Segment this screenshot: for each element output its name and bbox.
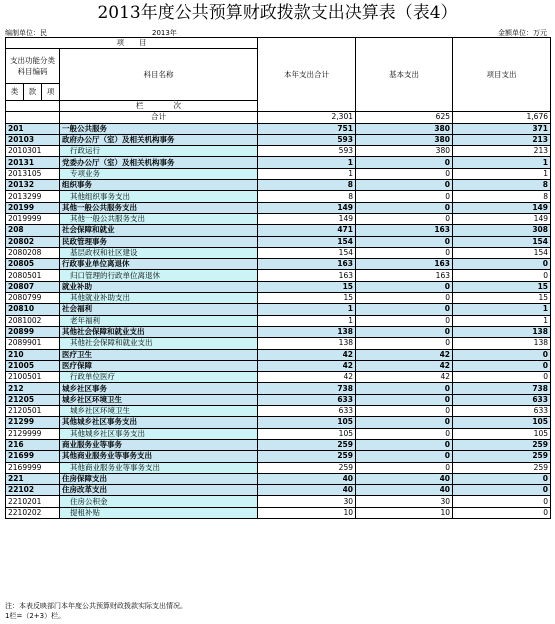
row-total: 8 [258,191,356,202]
row-project: 259 [453,439,551,450]
row-basic: 0 [356,451,453,462]
table-row [6,247,551,258]
row-subject-name: 其他商业服务业等事务支出 [60,451,258,462]
row-total: 163 [258,270,356,281]
table-row [6,326,551,337]
row-subject-name: 党委办公厅（室）及相关机构事务 [60,157,258,168]
row-total: 633 [258,406,356,417]
row-total: 105 [258,428,356,439]
row-subject-name: 其他社会保障和就业支出 [60,338,258,349]
row-code: 2089901 [6,338,60,349]
row-basic: 0 [356,202,453,213]
row-total: 633 [258,394,356,405]
row-subject-name: 城乡社区事务 [60,383,258,394]
row-code: 21299 [6,417,60,428]
table-row [6,213,551,224]
row-basic: 0 [356,439,453,450]
row-total: 751 [258,123,356,134]
row-code: 2129999 [6,428,60,439]
row-basic: 0 [356,338,453,349]
footnote [5,601,187,621]
table-row [6,202,551,213]
row-subject-name: 行政运行 [60,146,258,157]
row-project: 308 [453,225,551,236]
total-label: 合计 [60,112,258,123]
row-code: 2210202 [6,507,60,518]
row-basic: 0 [356,417,453,428]
row-code: 20802 [6,236,60,247]
row-code: 208 [6,225,60,236]
row-subject-name: 组织事务 [60,180,258,191]
row-total: 15 [258,281,356,292]
row-subject-name: 住房改革支出 [60,485,258,496]
row-total: 138 [258,326,356,337]
row-basic: 0 [356,180,453,191]
row-subject-name: 其他商业服务业等事务支出 [60,462,258,473]
row-basic: 380 [356,134,453,145]
total-value-2: 625 [356,112,453,123]
row-basic: 42 [356,372,453,383]
row-total: 30 [258,496,356,507]
table-row [6,372,551,383]
table-row [6,259,551,270]
row-total: 149 [258,213,356,224]
row-basic: 163 [356,259,453,270]
row-code: 2080799 [6,293,60,304]
header-subject-name: 科目名称 [60,49,258,101]
row-code: 2013105 [6,168,60,179]
row-subject-name: 其他就业补助支出 [60,293,258,304]
table-row [6,496,551,507]
compiling-unit-value: 民 [40,29,47,37]
row-basic: 0 [356,383,453,394]
table-row [6,428,551,439]
row-basic: 380 [356,123,453,134]
row-code: 2120501 [6,406,60,417]
row-total: 1 [258,315,356,326]
row-total: 10 [258,507,356,518]
row-subject-name: 城乡社区环境卫生 [60,394,258,405]
row-code: 20810 [6,304,60,315]
row-project: 1 [453,168,551,179]
money-unit: 金额单位：万元 [498,29,547,37]
header-func-code: 支出功能分类科目编码 [6,49,60,84]
row-subject-name: 城乡社区环境卫生 [60,406,258,417]
row-subject-name: 基层政权和社区建设 [60,247,258,258]
row-project: 738 [453,383,551,394]
row-subject-name: 住房保障支出 [60,473,258,484]
table-row [6,394,551,405]
row-code: 221 [6,473,60,484]
row-total: 593 [258,134,356,145]
row-subject-name: 专项业务 [60,168,258,179]
row-subject-name: 一般公共服务 [60,123,258,134]
row-project: 15 [453,293,551,304]
row-project: 138 [453,338,551,349]
row-project: 0 [453,473,551,484]
row-subject-name: 就业补助 [60,281,258,292]
row-code: 216 [6,439,60,450]
row-project: 213 [453,134,551,145]
row-basic: 0 [356,168,453,179]
row-subject-name: 归口管理的行政单位离退休 [60,270,258,281]
row-project: 0 [453,485,551,496]
table-row [6,439,551,450]
row-basic: 40 [356,473,453,484]
footnote-line-1: 注：本表反映部门本年度公共预算财政拨款实际支出情况。 [5,602,187,610]
row-code: 20103 [6,134,60,145]
row-code: 21699 [6,451,60,462]
row-code: 21205 [6,394,60,405]
row-project: 1 [453,157,551,168]
row-code: 20899 [6,326,60,337]
row-project: 8 [453,191,551,202]
row-total: 40 [258,485,356,496]
row-project: 138 [453,326,551,337]
footnote-line-2: 1栏=（2+3）栏。 [5,612,66,620]
row-total: 163 [258,259,356,270]
row-project: 0 [453,360,551,371]
row-total: 1 [258,168,356,179]
header-xiang: 项 [42,84,60,101]
row-subject-name: 其他组织事务支出 [60,191,258,202]
table-row [6,417,551,428]
row-subject-name: 其他一般公共服务支出 [60,213,258,224]
table-row [6,406,551,417]
row-project: 105 [453,428,551,439]
row-basic: 0 [356,293,453,304]
table-row [6,485,551,496]
total-value-3: 1,676 [453,112,551,123]
header-lei: 类 [6,84,24,101]
table-row [6,134,551,145]
row-code: 2100501 [6,372,60,383]
row-basic: 0 [356,281,453,292]
table-row [6,462,551,473]
table-row [6,281,551,292]
table-row [6,473,551,484]
row-basic: 0 [356,428,453,439]
row-subject-name: 商业服务业等事务 [60,439,258,450]
row-total: 42 [258,360,356,371]
row-code: 201 [6,123,60,134]
table-row [6,293,551,304]
row-code: 2080208 [6,247,60,258]
row-subject-name: 医疗卫生 [60,349,258,360]
row-basic: 40 [356,485,453,496]
row-subject-name: 民政管理事务 [60,236,258,247]
row-project: 0 [453,259,551,270]
row-subject-name: 其他一般公共服务支出 [60,202,258,213]
row-project: 371 [453,123,551,134]
row-project: 0 [453,349,551,360]
row-project: 1 [453,315,551,326]
header-basic-column: 基本支出 [356,38,453,112]
row-basic: 163 [356,270,453,281]
row-subject-name: 政府办公厅（室）及相关机构事务 [60,134,258,145]
row-subject-name: 医疗保障 [60,360,258,371]
compiling-unit-label: 编制单位： [5,29,40,37]
row-subject-name: 住房公积金 [60,496,258,507]
row-basic: 0 [356,157,453,168]
row-basic: 0 [356,406,453,417]
table-row [6,270,551,281]
row-basic: 0 [356,304,453,315]
row-total: 8 [258,180,356,191]
table-row [6,338,551,349]
row-basic: 0 [356,394,453,405]
table-row [6,315,551,326]
row-project: 259 [453,451,551,462]
row-code: 2013299 [6,191,60,202]
row-basic: 0 [356,247,453,258]
table-row [6,146,551,157]
row-code: 2169999 [6,462,60,473]
row-code: 2081002 [6,315,60,326]
row-subject-name: 社会保障和就业 [60,225,258,236]
row-subject-name: 其他城乡社区事务支出 [60,428,258,439]
row-basic: 42 [356,349,453,360]
row-code: 2210201 [6,496,60,507]
row-basic: 0 [356,191,453,202]
row-subject-name: 社会福利 [60,304,258,315]
row-project: 0 [453,372,551,383]
row-total: 154 [258,247,356,258]
row-total: 42 [258,372,356,383]
row-code: 210 [6,349,60,360]
row-total: 593 [258,146,356,157]
header-kuan: 款 [24,84,42,101]
expenditure-table [5,37,551,519]
table-row [6,225,551,236]
row-subject-name: 老年福利 [60,315,258,326]
row-subject-name: 提租补贴 [60,507,258,518]
row-project: 0 [453,496,551,507]
row-index-label: 栏 次 [60,101,258,112]
table-row [6,507,551,518]
row-code: 212 [6,383,60,394]
table-row [6,191,551,202]
row-total: 1 [258,157,356,168]
row-project: 213 [453,146,551,157]
row-basic: 380 [356,146,453,157]
table-row [6,180,551,191]
header-project-column: 项目支出 [453,38,551,112]
row-total: 42 [258,349,356,360]
row-total: 40 [258,473,356,484]
row-code: 2010301 [6,146,60,157]
header-total-column: 本年支出合计 [258,38,356,112]
row-project: 15 [453,281,551,292]
row-total: 105 [258,417,356,428]
row-code: 20199 [6,202,60,213]
row-total: 149 [258,202,356,213]
row-basic: 0 [356,213,453,224]
row-project: 633 [453,406,551,417]
row-total: 738 [258,383,356,394]
row-project: 1 [453,304,551,315]
row-basic: 42 [356,360,453,371]
row-project: 154 [453,247,551,258]
row-basic: 0 [356,326,453,337]
row-total: 154 [258,236,356,247]
report-year: 2013年 [152,29,177,37]
row-code: 20807 [6,281,60,292]
row-basic: 0 [356,236,453,247]
table-row [6,383,551,394]
row-code: 20131 [6,157,60,168]
row-basic: 0 [356,462,453,473]
row-total: 471 [258,225,356,236]
row-total: 259 [258,439,356,450]
row-code: 21005 [6,360,60,371]
row-code: 20805 [6,259,60,270]
row-project: 633 [453,394,551,405]
row-project: 149 [453,213,551,224]
row-code: 2080501 [6,270,60,281]
row-project: 0 [453,507,551,518]
row-total: 1 [258,304,356,315]
row-project: 154 [453,236,551,247]
row-code: 2019999 [6,213,60,224]
total-value-1: 2,301 [258,112,356,123]
table-row [6,168,551,179]
table-row [6,304,551,315]
row-total: 259 [258,451,356,462]
row-code: 22102 [6,485,60,496]
row-total: 259 [258,462,356,473]
row-code: 20132 [6,180,60,191]
row-total: 138 [258,338,356,349]
row-project: 259 [453,462,551,473]
table-row [6,123,551,134]
row-project: 105 [453,417,551,428]
row-total: 15 [258,293,356,304]
row-subject-name: 行政单位医疗 [60,372,258,383]
table-row [6,360,551,371]
row-project: 149 [453,202,551,213]
table-row [6,236,551,247]
report-title: 2013年度公共预算财政拨款支出决算表（表4） [97,3,458,23]
row-basic: 0 [356,315,453,326]
header-project: 项 目 [6,38,258,49]
row-project: 0 [453,270,551,281]
row-subject-name: 其他社会保障和就业支出 [60,326,258,337]
row-basic: 163 [356,225,453,236]
table-row [6,451,551,462]
row-basic: 30 [356,496,453,507]
row-subject-name: 其他城乡社区事务支出 [60,417,258,428]
row-subject-name: 行政事业单位离退休 [60,259,258,270]
row-project: 8 [453,180,551,191]
table-row [6,349,551,360]
table-row [6,157,551,168]
row-basic: 10 [356,507,453,518]
